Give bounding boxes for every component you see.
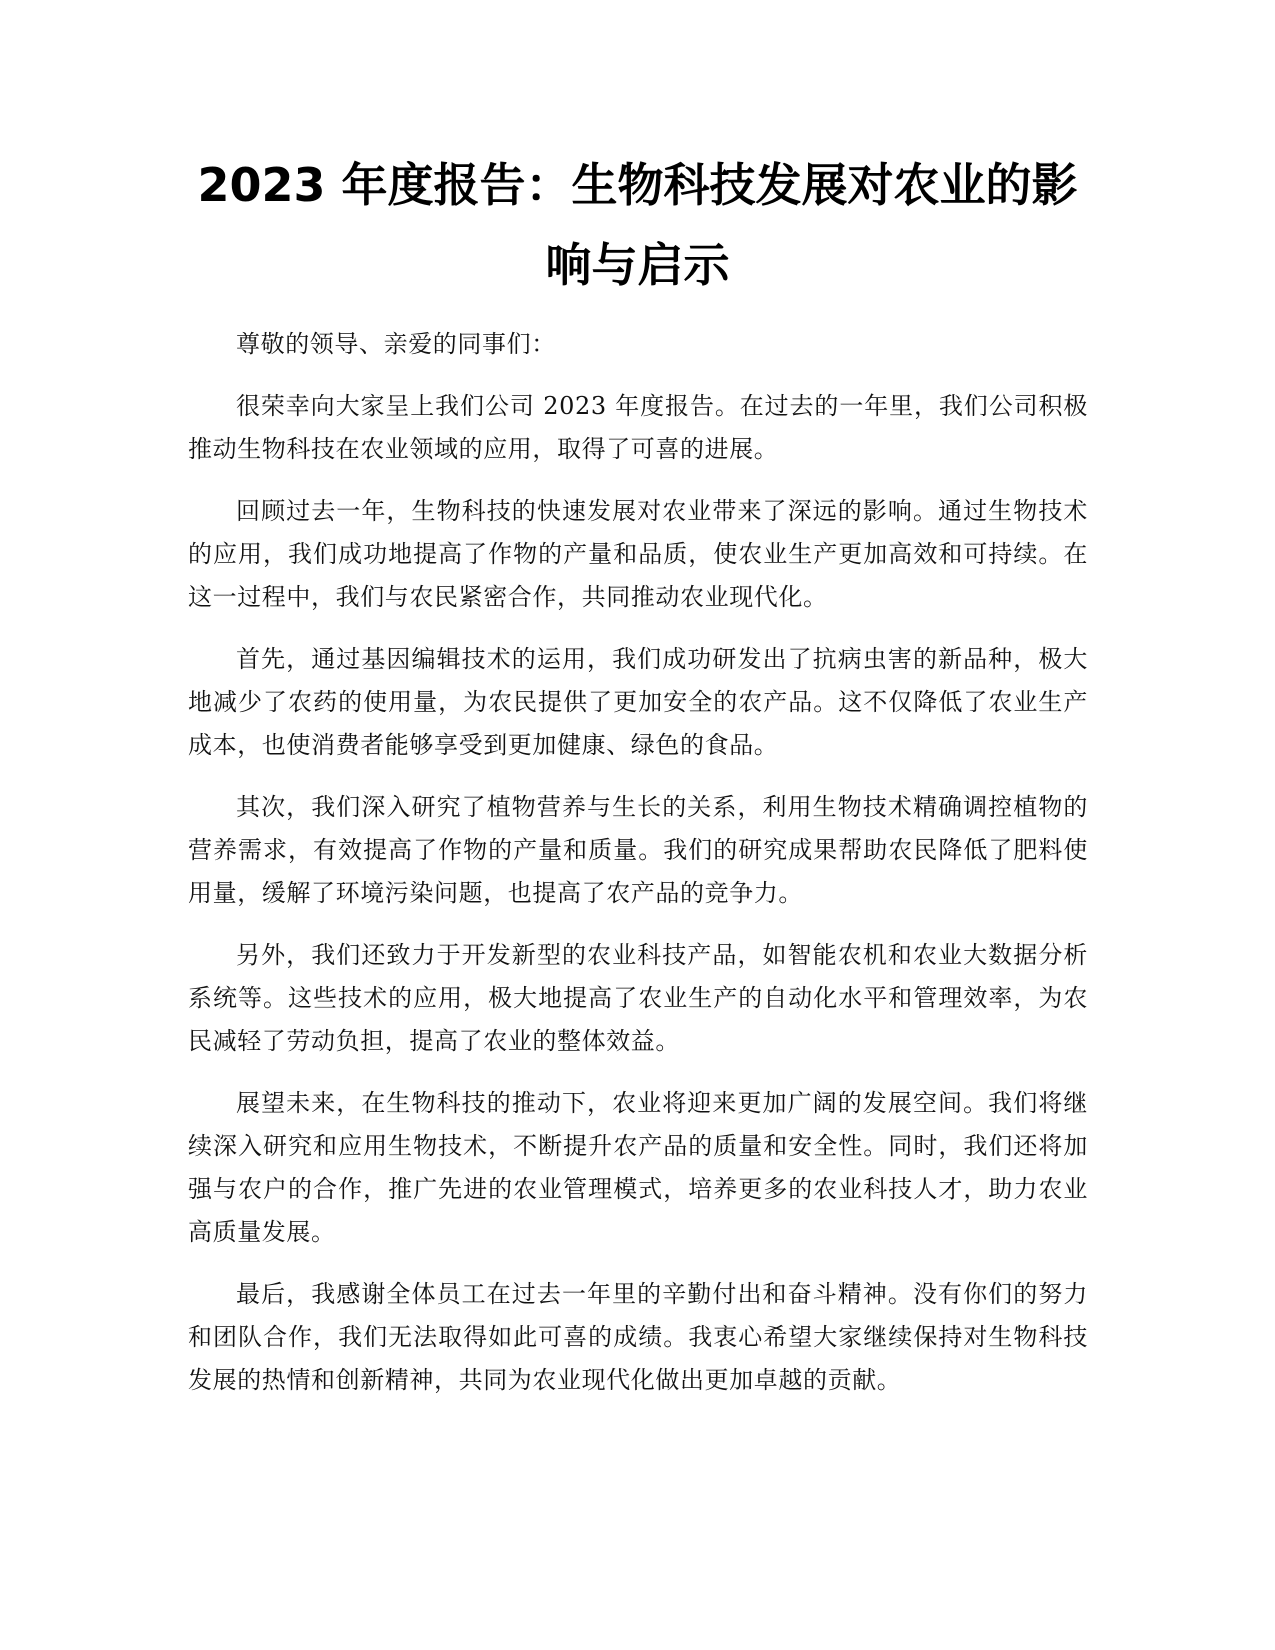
paragraph-outlook: 展望未来，在生物科技的推动下，农业将迎来更加广阔的发展空间。我们将继续深入研究和应用生物技术，不断提升农产品的质量和安全性。同时，我们还将加强与农户的合作，推广先进的农业管理模式，培养更多的农业科技人才，助力农业高质量发展。 — [188, 1089, 1088, 1246]
paragraph-gene-editing: 首先，通过基因编辑技术的运用，我们成功研发出了抗病虫害的新品种，极大地减少了农药的使用量，为农民提供了更加安全的农产品。这不仅降低了农业生产成本，也使消费者能够享受到更加健康、绿色的食品。 — [188, 645, 1088, 759]
document-title: 2023 年度报告：生物科技发展对农业的影响与启示 — [197, 158, 1078, 292]
paragraph-agri-tech-products: 另外，我们还致力于开发新型的农业科技产品，如智能农机和农业大数据分析系统等。这些技术的应用，极大地提高了农业生产的自动化水平和管理效率，为农民减轻了劳动负担，提高了农业的整体效益。 — [188, 941, 1088, 1055]
paragraph-salutation: 尊敬的领导、亲爱的同事们： — [236, 330, 556, 358]
paragraph-review: 回顾过去一年，生物科技的快速发展对农业带来了深远的影响。通过生物技术的应用，我们成功地提高了作物的产量和品质，使农业生产更加高效和可持续。在这一过程中，我们与农民紧密合作，共同推动农业现代化。 — [188, 497, 1088, 611]
paragraph-plant-nutrition: 其次，我们深入研究了植物营养与生长的关系，利用生物技术精确调控植物的营养需求，有效提高了作物的产量和质量。我们的研究成果帮助农民降低了肥料使用量，缓解了环境污染问题，也提高了农产品的竞争力。 — [188, 793, 1088, 907]
paragraph-intro: 很荣幸向大家呈上我们公司 2023 年度报告。在过去的一年里，我们公司积极推动生物科技在农业领域的应用，取得了可喜的进展。 — [188, 392, 1088, 463]
paragraph-closing: 最后，我感谢全体员工在过去一年里的辛勤付出和奋斗精神。没有你们的努力和团队合作，我们无法取得如此可喜的成绩。我衷心希望大家继续保持对生物科技发展的热情和创新精神，共同为农业现代化做出更加卓越的贡献。 — [188, 1280, 1088, 1394]
document-body — [188, 323, 1088, 1421]
